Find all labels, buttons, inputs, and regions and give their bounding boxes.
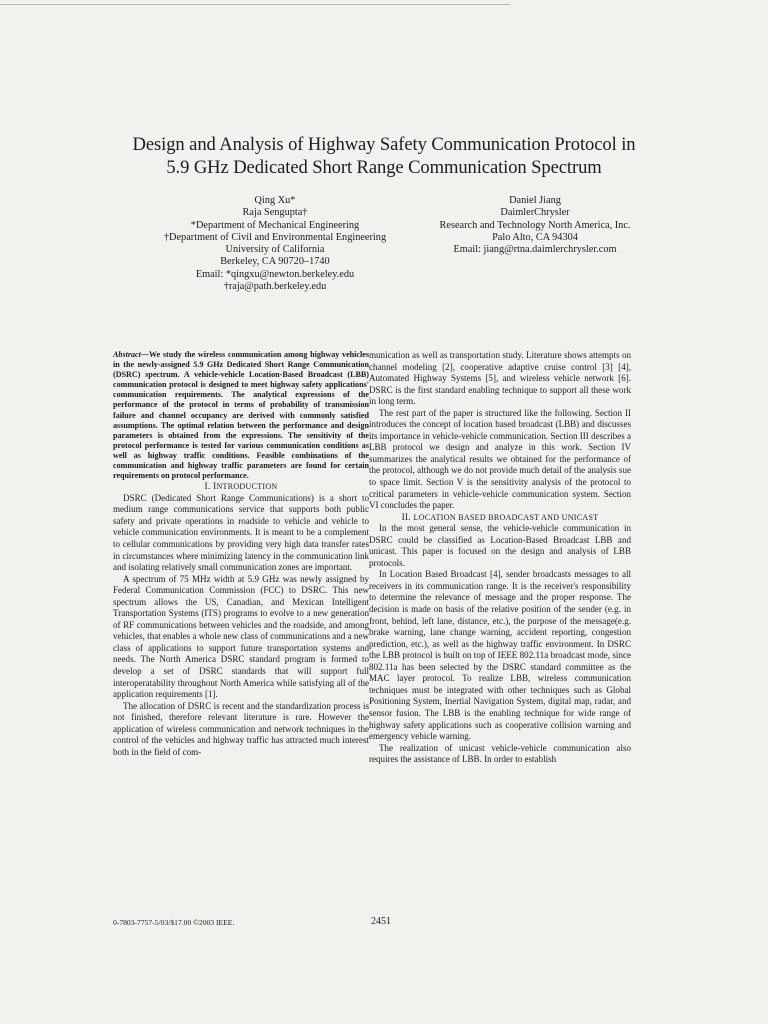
author-email: Email: jiang@rtna.daimlerchrysler.com [453, 244, 617, 256]
section-heading-lbb: II. LOCATION BASED BROADCAST AND UNICAST [401, 511, 599, 522]
title-line-2: 5.9 GHz Dedicated Short Range Communication Spectrum [166, 157, 602, 178]
author-affiliation: †Department of Civil and Environmental Engineering [163, 231, 387, 243]
author-affiliation: *Department of Mechanical Engineering [190, 219, 360, 231]
scan-top-border [0, 0, 510, 5]
author-name: Raja Sengupta† [242, 207, 308, 219]
paper-title [60, 133, 708, 179]
author-name: Qing Xu* [254, 195, 296, 206]
author-affiliation: Research and Technology North America, Inc. [439, 219, 631, 231]
author-address: Berkeley, CA 90720–1740 [220, 256, 330, 268]
abstract [113, 350, 369, 481]
left-column [113, 350, 369, 758]
page-number: 2451 [371, 916, 391, 927]
abstract-label: Abstract— [113, 350, 149, 359]
paragraph: In Location Based Broadcast [4], sender broadcasts messages to all receivers in its communication range. It is the receiver's responsibility to determine the relevance of message and the proper response. The decision is made on basis of the relative position of the sender (e.g. in front, behind, left lane, distance, etc.), the purpose of the message(e.g. brake warning, lane change warning, accident reporting, congestion prediction, etc.), as well as the highway traffic environment. In DSRC the LBB protocol is built on top of IEEE 802.11a broadcast mode, since 802.11a has been selected by the DSRC standard committee as the MAC layer protocol. To realize LBB, wireless communication techniques must be integrated with other techniques such as Global Positioning System, Inertial Navigation System, digital map, radar, and sensor fusion. The LBB is the enabling technique for wide range of highway safety applications such as cooperative collision warning and emergency vehicle warning. [369, 569, 631, 742]
author-email: Email: *qingxu@newton.berkeley.edu [195, 268, 355, 280]
section-heading-introduction: I. INTRODUCTION [204, 481, 278, 492]
author-affiliation: DaimlerChrysler [500, 207, 570, 219]
paragraph: munication as well as transportation study. Literature shows attempts on channel modeling [2], cooperative adaptive cruise control [3] [4], Automated Highway Systems [5], and wireless vehicle network [6]. DSRC is the first standard enabling technique to support all these work in long term. [369, 350, 631, 407]
author-email: †raja@path.berkeley.edu [223, 281, 327, 293]
author-affiliation: University of California [225, 244, 325, 256]
author-address: Palo Alto, CA 94304 [492, 231, 578, 243]
paragraph: A spectrum of 75 MHz width at 5.9 GHz was newly assigned by Federal Communication Commission (FCC) to DSRC. This new spectrum allows the US, Canadian, and Mexican Intelligent Transportation Systems (ITS) programs to evolve to a new generation of RF communications between vehicles and the roadside, and among vehicles, that enables a whole new class of communications and a new class of applications to support future transportation systems and needs. The North America DSRC standard program is formed to develop a set of DSRC standards that will support full interoperatability throughout North America while satisfying all of the application requirements [1]. [113, 573, 369, 700]
paragraph: DSRC (Dedicated Short Range Communications) is a short to medium range communications service that supports both public safety and private operations in roadside to vehicle and vehicle to vehicle communication environments. It is meant to be a complement to cellular communications by providing very high data transfer rates in circumstances where minimizing latency in the communication link and isolating relatively small communication zones are important. [113, 492, 369, 573]
paragraph: The rest part of the paper is structured like the following. Section II introduces the concept of location based broadcast (LBB) and discusses its importance in vehicle-vehicle communication. Section III describes a LBB protocol we design and analyze in this work. Section IV summarizes the analytical results we obtained for the performance of the protocol, although we do not provide much detail of the analysis sue to space limit. Section V is the sensitivity analysis of the protocol to critical parameters in vehicle-vehicle communication system. Section VI concludes the paper. [369, 407, 632, 511]
paragraph: In the most general sense, the vehicle-vehicle communication in DSRC could be classified as Location-Based Broadcast LBB and unicast. This paper is focused on the design and analysis of LBB protocols. [369, 523, 631, 568]
copyright-footer: 0-7803-7757-5/03/$17.00 ©2003 IEEE. [113, 918, 235, 927]
author-name: Daniel Jiang [509, 195, 561, 206]
paragraph: The allocation of DSRC is recent and the standardization process is not finished, therefore relevant literature is rare. However the application of wireless communication and network techniques in the control of the vehicles and highway traffic has attracted much interest both in the field of com- [113, 700, 369, 757]
abstract-text: We study the wireless communication among highway vehicles in the newly-assigned 5.9 GHz Dedicated Short Range Communication (DSRC) spectrum. A vehicle-vehicle Location-Based Broadcast (LBB) communication protocol is designed to meet highway safety applications' communication requirements. The analytical expressions of the performance of the protocol in terms of probability of transmission failure and channel occupancy are derived with commonly satisfied assumptions. The optimal relation between the performance and design parameters is obtained from the expressions. The sensitivity of the protocol performance is tested for various communication conditions as well as highway traffic conditions. Feasible combinations of the communication and highway traffic parameters are found for certain requirements on protocol performance. [113, 350, 369, 481]
author-block-right [390, 195, 680, 256]
title-line-1: Design and Analysis of Highway Safety Communication Protocol in [132, 134, 636, 155]
author-block-left [120, 195, 430, 293]
right-column [369, 350, 631, 766]
paragraph: The realization of unicast vehicle-vehicle communication also requires the assistance of LBB. In order to establish [369, 742, 631, 765]
